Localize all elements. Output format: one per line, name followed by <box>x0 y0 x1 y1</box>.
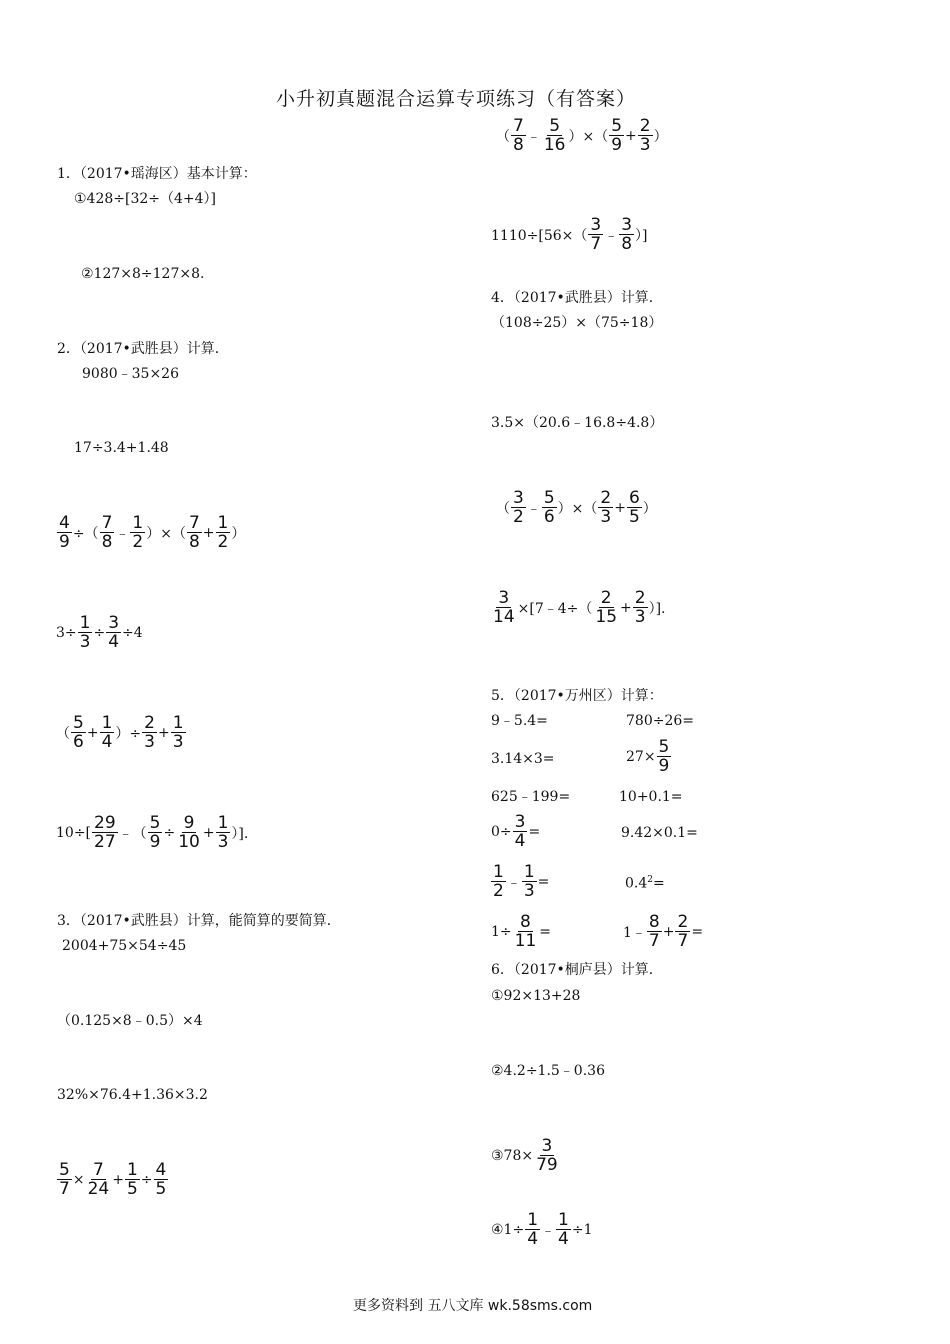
expr-text: ）]. <box>648 600 666 617</box>
expr-text: ÷ <box>93 624 106 641</box>
expr-text: + <box>620 599 632 616</box>
power-exponent: 2 <box>647 875 653 885</box>
r2-expression <box>491 216 648 254</box>
fraction: $\frac{2}{3}$ <box>600 488 612 528</box>
fraction: $\frac{1}{5}$ <box>126 1160 138 1200</box>
q4-d <box>490 589 666 627</box>
expr-text: = <box>528 823 541 840</box>
fraction: $\frac{3}{4}$ <box>108 613 120 653</box>
expr-text: 3÷ <box>56 624 77 641</box>
expr-text: ④1÷ <box>491 1221 525 1238</box>
expr-text: ﹣（ <box>118 825 147 842</box>
expr-text: + <box>86 724 99 741</box>
expr-text: 10÷[ <box>56 824 92 841</box>
fraction: $\frac{5}{9}$ <box>658 737 670 777</box>
page-title: 小升初真题混合运算专项练习（有答案） <box>276 88 637 110</box>
q5-r4b: 9.42×0.1= <box>621 825 698 841</box>
fraction: $\frac{3}{8}$ <box>621 215 633 255</box>
q2-d <box>56 614 143 652</box>
fraction: $\frac{5}{9}$ <box>149 813 161 853</box>
fraction: $\frac{1}{4}$ <box>101 713 113 753</box>
expr-text: ）]. <box>231 825 249 842</box>
expr-text: 1÷ <box>491 923 512 940</box>
fraction: $\frac{1}{3}$ <box>172 713 184 753</box>
fraction: $\frac{9}{10}$ <box>178 813 200 853</box>
expr-text: 1110÷[56×（ <box>491 227 588 244</box>
expr-text: = <box>539 923 552 940</box>
q3-heading: 3．（2017•武胜县）计算，能简算的要简算． <box>57 913 341 929</box>
q5-heading: 5．（2017•万州区）计算： <box>491 688 663 704</box>
fraction: $\frac{3}{14}$ <box>493 588 515 628</box>
expr-text: ） <box>653 128 668 145</box>
q3-c: 32%×76.4+1.36×3.2 <box>57 1087 208 1103</box>
q4-b: 3.5×（20.6﹣16.8÷4.8） <box>491 415 664 431</box>
expr-text: ÷1 <box>571 1221 593 1238</box>
expr-text: ） <box>231 525 246 542</box>
fraction: $\frac{8}{11}$ <box>514 912 537 952</box>
fraction: $\frac{5}{7}$ <box>59 1160 70 1200</box>
expr-text: （ <box>496 500 510 517</box>
q5-r1a: 9﹣5.4= <box>491 713 548 729</box>
fraction: $\frac{2}{15}$ <box>595 588 618 628</box>
r1-expression <box>496 117 668 155</box>
expr-text: = <box>537 873 550 890</box>
expr-text: （ <box>496 128 510 145</box>
q2-e <box>56 714 187 752</box>
fraction: $\frac{7}{24}$ <box>87 1160 110 1200</box>
q6-heading: 6．（2017•桐庐县）计算． <box>491 962 663 978</box>
q2-a: 9080﹣35×26 <box>82 366 179 382</box>
expr-text: × <box>72 1171 85 1188</box>
fraction: $\frac{1}{2}$ <box>493 862 504 902</box>
q2-heading: 2．（2017•武胜县）计算． <box>57 341 229 357</box>
expr-text: （ <box>56 725 70 742</box>
fraction: $\frac{2}{3}$ <box>634 588 646 628</box>
expr-text: ）×（ <box>568 128 609 145</box>
q4-heading: 4．（2017•武胜县）计算． <box>491 290 663 306</box>
q5-r4a <box>491 813 540 851</box>
fraction: $\frac{7}{8}$ <box>188 513 200 553</box>
q5-r6b <box>623 913 703 951</box>
expr-text: ÷4 <box>122 624 143 641</box>
q5-r2a: 3.14×3= <box>491 751 555 767</box>
fraction: $\frac{3}{7}$ <box>590 215 602 255</box>
q4-a: （108÷25）×（75÷18） <box>491 315 663 331</box>
expr-text: ﹣ <box>115 525 130 542</box>
q6-b: ②4.2÷1.5﹣0.36 <box>491 1063 605 1079</box>
q3-b: （0.125×8﹣0.5）×4 <box>57 1013 203 1029</box>
expr-text: + <box>625 127 637 144</box>
expr-text: ﹣ <box>526 500 541 517</box>
q2-b: 17÷3.4+1.48 <box>74 440 169 456</box>
expr-text: + <box>614 499 626 516</box>
expr-text: ﹣ <box>541 1222 556 1239</box>
q5-r5a <box>490 863 549 901</box>
q6-a: ①92×13+28 <box>491 988 581 1004</box>
q2-c <box>56 514 245 552</box>
q4-c <box>496 489 657 527</box>
fraction: $\frac{2}{7}$ <box>677 912 689 952</box>
q5-r5b <box>625 876 665 891</box>
expr-text: + <box>202 524 215 541</box>
fraction: $\frac{29}{27}$ <box>94 813 116 853</box>
footer-link[interactable]: 更多资料到 五八文库 wk.58sms.com <box>353 1298 593 1314</box>
fraction: $\frac{1}{2}$ <box>217 513 229 553</box>
expr-text: ）] <box>635 227 648 244</box>
expr-text: = <box>691 923 704 940</box>
fraction: $\frac{5}{6}$ <box>543 488 555 528</box>
expr-text: ÷ <box>140 1171 153 1188</box>
fraction: $\frac{8}{7}$ <box>648 912 660 952</box>
q5-r1b: 780÷26= <box>626 713 694 729</box>
fraction: $\frac{1}{3}$ <box>79 613 91 653</box>
q3-a: 2004+75×54÷45 <box>62 938 187 954</box>
power-base: 0.4 <box>625 875 648 892</box>
fraction: $\frac{2}{3}$ <box>144 713 155 753</box>
expr-text: ﹣ <box>604 227 619 244</box>
expr-text: + <box>662 923 675 940</box>
expr-text: ③78× <box>491 1147 534 1164</box>
q5-r2b <box>626 738 672 776</box>
fraction: $\frac{3}{79}$ <box>536 1136 558 1176</box>
expr-text: ）÷ <box>115 725 142 742</box>
fraction: $\frac{1}{3}$ <box>523 862 535 902</box>
expr-text: ×[7﹣4÷（ <box>517 600 593 617</box>
fraction: $\frac{1}{3}$ <box>217 813 229 853</box>
fraction: $\frac{7}{8}$ <box>101 513 113 553</box>
expr-text: ÷（ <box>72 525 99 542</box>
q1-a: ①428÷[32÷（4+4）] <box>74 191 217 207</box>
expr-text: ﹣ <box>526 128 541 145</box>
equals-sign: = <box>653 875 665 892</box>
q6-c <box>491 1137 561 1175</box>
q6-d <box>491 1211 593 1249</box>
fraction: $\frac{5}{9}$ <box>611 116 623 156</box>
fraction: $\frac{7}{8}$ <box>513 116 524 156</box>
expr-text: 27× <box>626 748 656 765</box>
q5-r6a <box>491 913 551 951</box>
q1-heading: 1．（2017•瑶海区）基本计算： <box>57 166 257 182</box>
fraction: $\frac{1}{2}$ <box>132 513 144 553</box>
expr-text: 1﹣ <box>623 924 646 941</box>
expr-text: + <box>202 824 215 841</box>
q5-r3b: 10+0.1= <box>619 789 683 805</box>
expr-text: ） <box>642 500 657 517</box>
fraction: $\frac{5}{6}$ <box>73 713 84 753</box>
fraction: $\frac{1}{4}$ <box>527 1210 539 1250</box>
q5-r3a: 625﹣199= <box>491 789 571 805</box>
expr-text: 0÷ <box>491 823 512 840</box>
expr-text: + <box>157 724 170 741</box>
q1-b: ②127×8÷127×8. <box>81 266 205 282</box>
fraction: $\frac{5}{16}$ <box>543 116 566 156</box>
expr-text: ÷ <box>163 824 176 841</box>
fraction: $\frac{2}{3}$ <box>639 116 651 156</box>
fraction: $\frac{4}{5}$ <box>155 1160 167 1200</box>
expr-text: ）×（ <box>146 525 186 542</box>
expr-text: + <box>112 1171 124 1188</box>
expr-text: ﹣ <box>506 874 521 891</box>
fraction: $\frac{3}{4}$ <box>514 812 526 852</box>
fraction: $\frac{4}{9}$ <box>59 513 70 553</box>
q2-f <box>56 814 248 852</box>
expr-text: ）×（ <box>557 500 598 517</box>
fraction: $\frac{1}{4}$ <box>558 1210 569 1250</box>
fraction: $\frac{3}{2}$ <box>513 488 524 528</box>
q3-d <box>56 1161 169 1199</box>
fraction: $\frac{6}{5}$ <box>628 488 640 528</box>
